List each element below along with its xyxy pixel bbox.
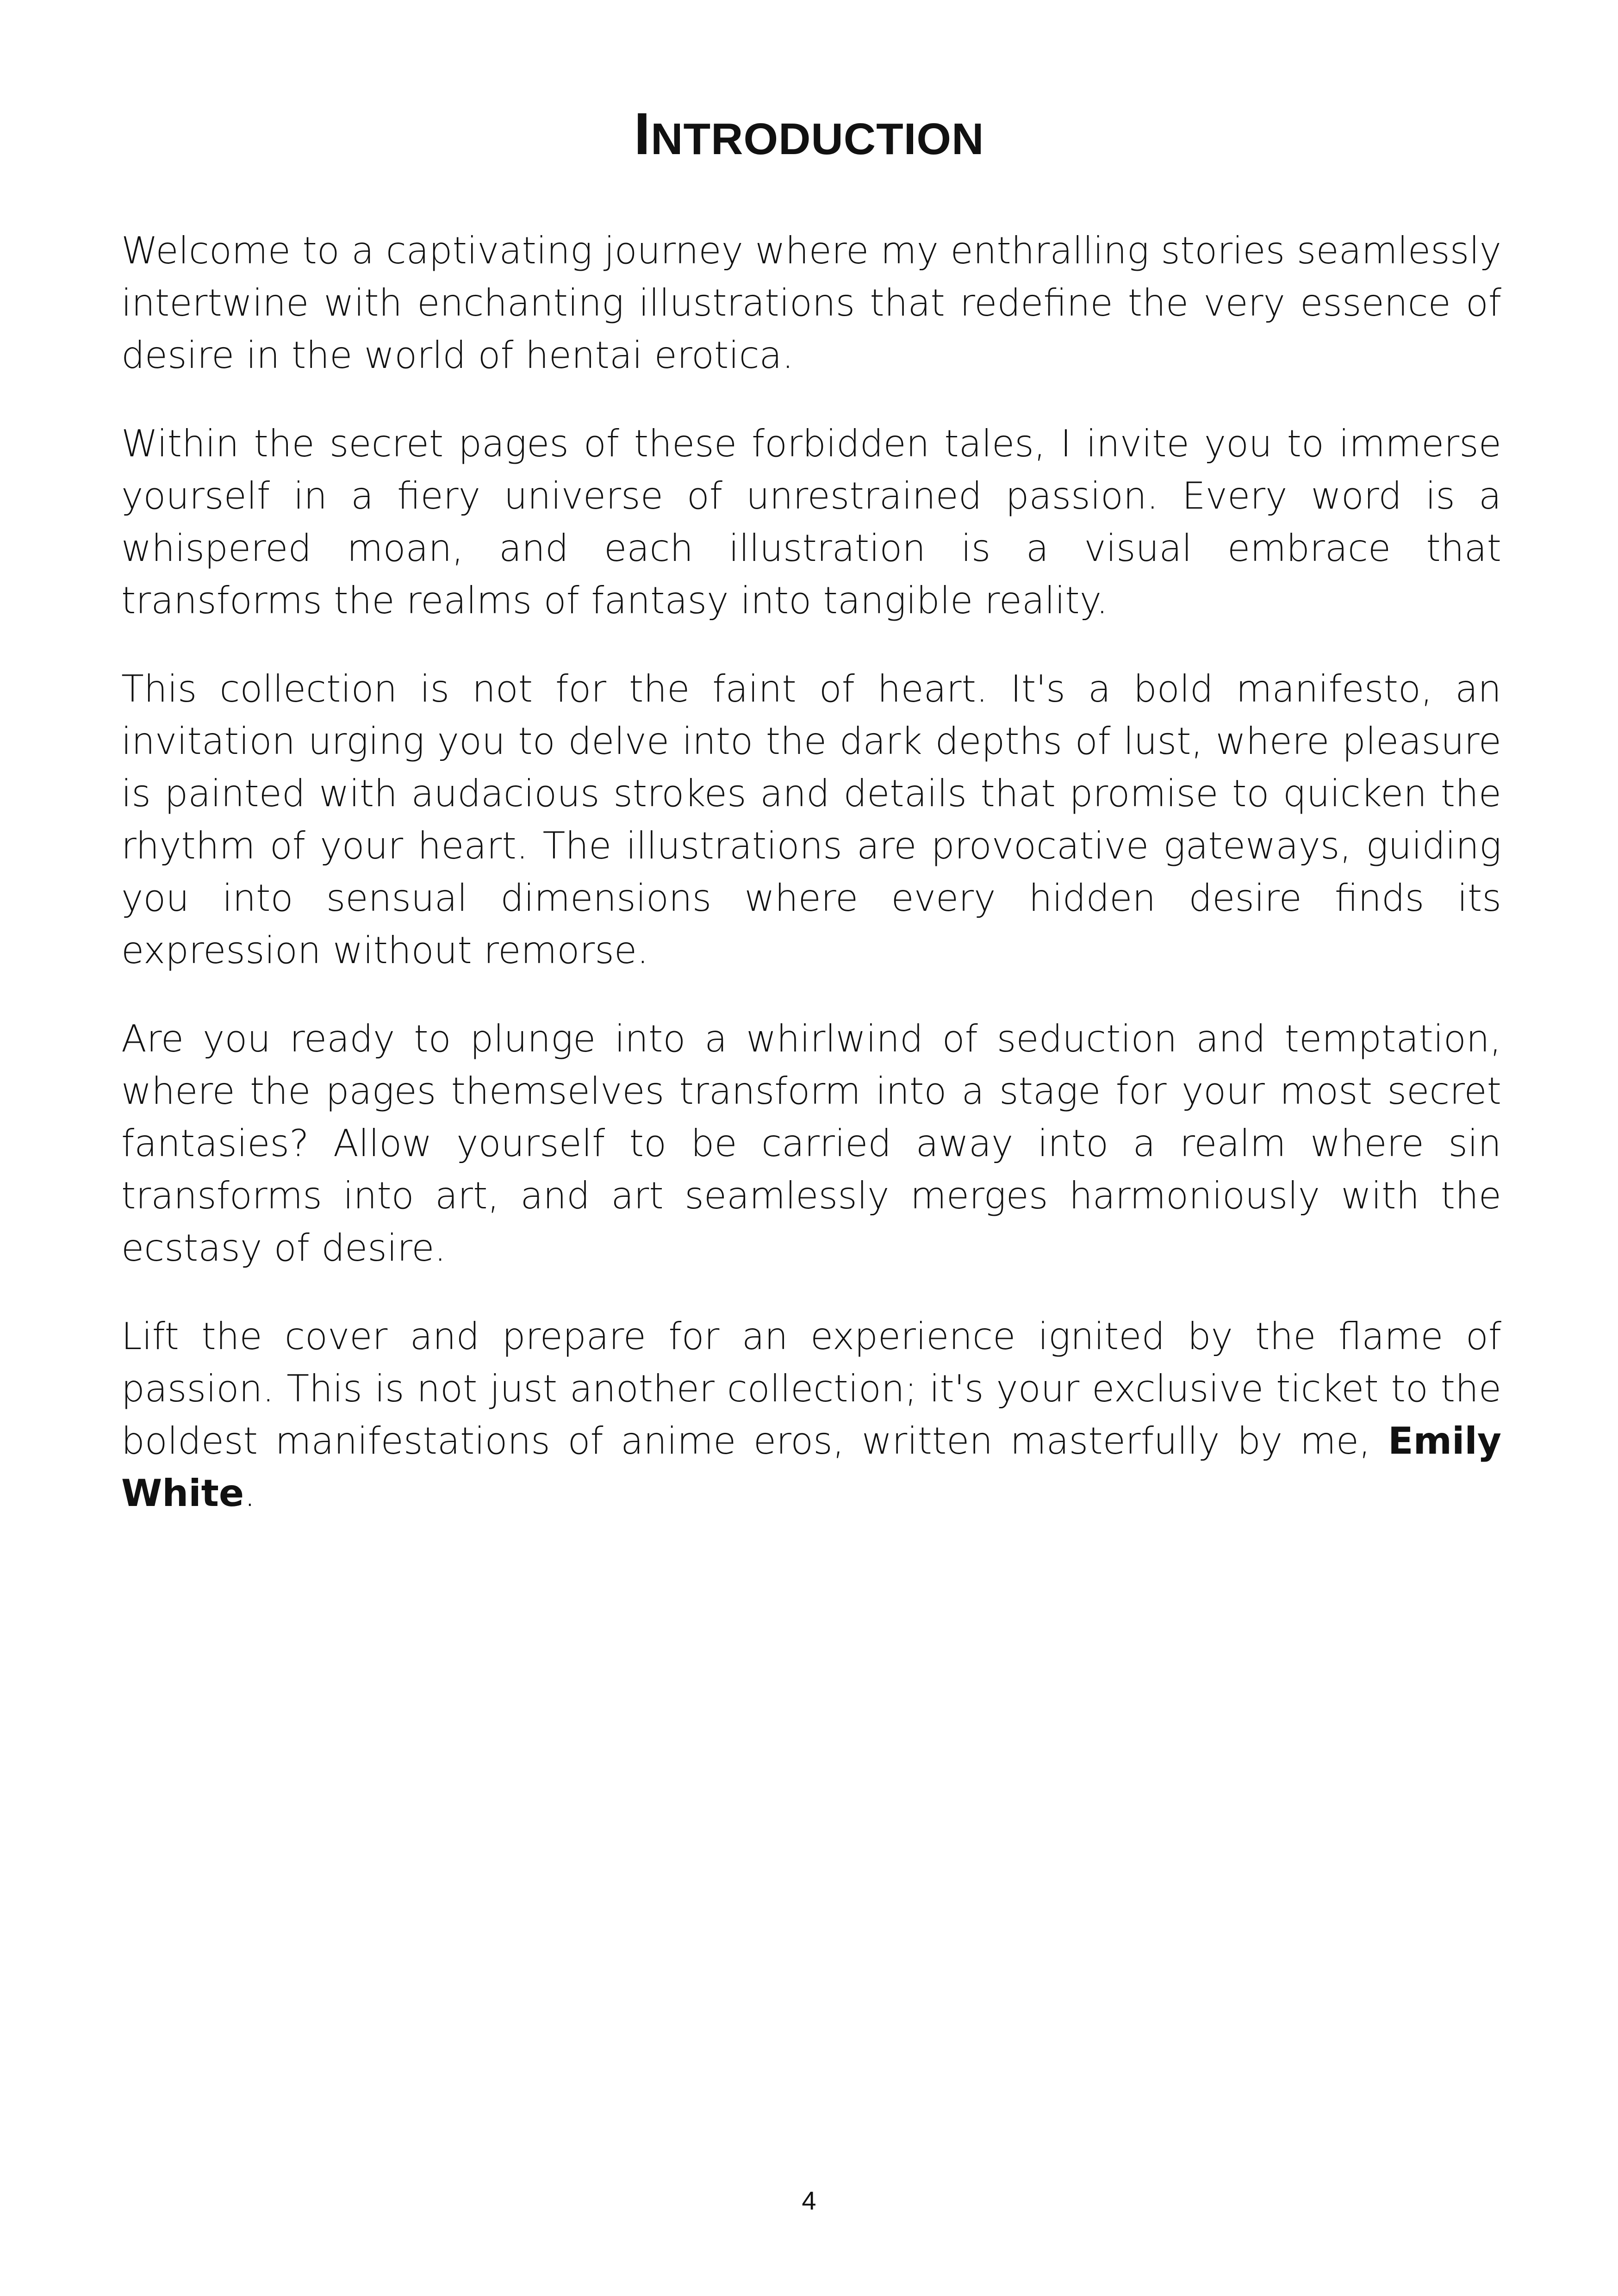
body-text [121, 224, 1501, 1556]
paragraph-collection: This collection is not for the faint of heart. It's a bold manifesto, an invitation urging you to delve into the dark depths of lust, where pleasure is painted with audacious strokes and details that promise to quicken the rhythm of your heart. The illustrations are provocative gateways, guiding you into sensual dimensions where every hidden desire finds its expression without remorse. [121, 667, 1501, 972]
page-number: 4 [802, 2186, 816, 2215]
title-initial: I [634, 101, 651, 167]
title-rest: NTRODUCTION [651, 114, 984, 164]
author-name: Emily White [121, 1419, 1501, 1515]
closing-period: . [244, 1472, 256, 1515]
paragraph-secret-pages: Within the secret pages of these forbidden tales, I invite you to immerse yourself in a fiery universe of unrestrained passion. Every word is a whispered moan, and each illustration is a visual embrace that transforms the realms of fantasy into tangible reality. [121, 422, 1501, 622]
paragraph-lift-cover [121, 1310, 1501, 1519]
paragraph-ready: Are you ready to plunge into a whirlwind of seduction and temptation, where the pages themselves transform into a stage for your most secret fantasies? Allow yourself to be carried away into a realm where sin transforms into art, and art seamlessly merges harmoniously with the ecstasy of desire. [121, 1017, 1501, 1269]
paragraph-welcome: Welcome to a captivating journey where my enthralling stories seamlessly intertwine with enchanting illustrations that redefine the very essence of desire in the world of hentai erotica. [121, 229, 1501, 377]
page-title [0, 100, 1618, 174]
lift-cover-text: Lift the cover and prepare for an experience ignited by the flame of passion. This is not just another collection; it's your exclusive ticket to the boldest manifestations of anime eros, written masterfully by me, [121, 1315, 1501, 1462]
